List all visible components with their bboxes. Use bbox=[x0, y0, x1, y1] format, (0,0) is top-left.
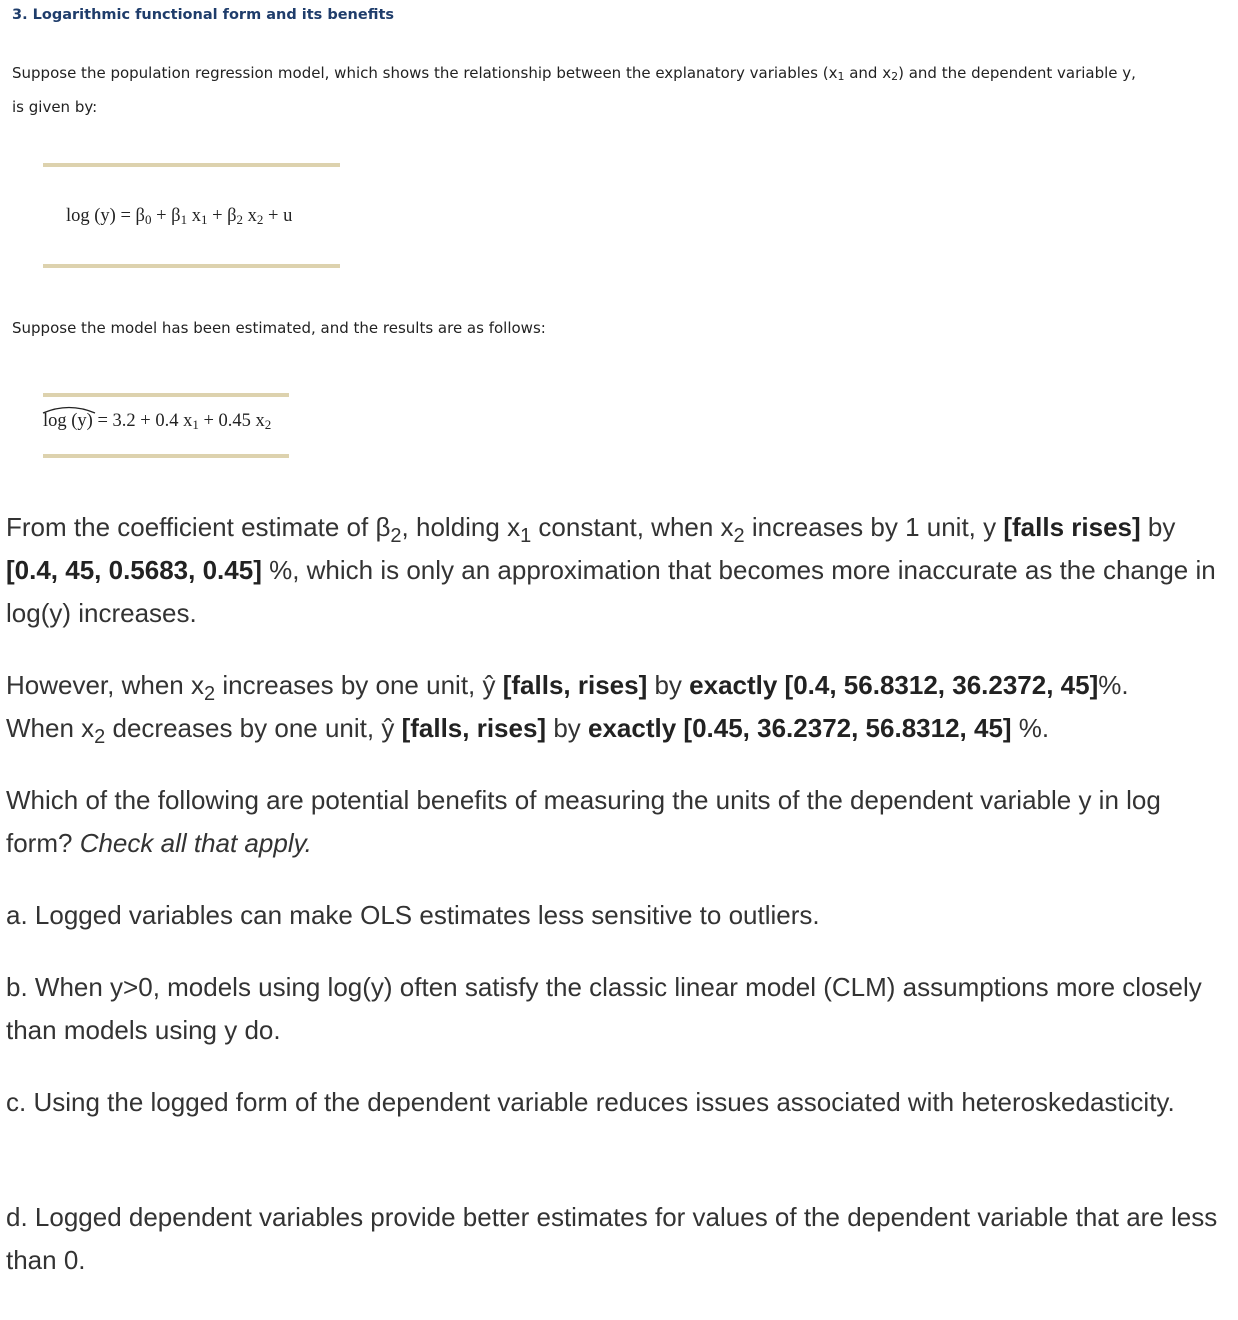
percent-choice-1[interactable]: [0.4, 45, 0.5683, 0.45] bbox=[6, 555, 262, 585]
option-d[interactable]: d. Logged dependent variables provide better estimates for values of the dependent variable that are less than 0. bbox=[6, 1202, 1218, 1275]
direction-choice-3[interactable]: [falls, rises] bbox=[401, 713, 547, 743]
estimation-intro-text: Suppose the model has been estimated, and the results are as follows: bbox=[12, 319, 546, 337]
hat-icon bbox=[42, 404, 96, 414]
option-c[interactable]: c. Using the logged form of the dependent variable reduces issues associated with heteroskedasticity. bbox=[6, 1087, 1175, 1117]
coefficient-interpretation: From the coefficient estimate of $\beta_2$, holding $x_1$ constant, when $x_2$ increases by 1 unit, y [falls rises] by [0.4, 45, 0.5683, 0.45] %, which is only an approximation that becomes more inaccurate as the change in log(y) increases. bbox=[6, 512, 1216, 628]
direction-choice-2[interactable]: [falls, rises] bbox=[502, 670, 648, 700]
question-instruction: Check all that apply. bbox=[79, 828, 312, 858]
estimated-model-equation: log (y) = 3.2 + 0.4 $x_1 + 0.45$ $x_2$ bbox=[43, 411, 271, 433]
option-b[interactable]: b. When y>0, models using log(y) often satisfy the classic linear model (CLM) assumptions more closely than models using y do. bbox=[6, 972, 1202, 1045]
population-model-equation: $\log (y) = \beta_0 + \beta_1$ $x_1 + \beta_2$ $x_2 + u$ bbox=[66, 206, 293, 227]
intro-text: Suppose the population regression model, which shows the relationship between the explanatory variables ($x_1$ and $x_2$) and the dependent variable y, is given by: bbox=[12, 64, 1136, 116]
log-y-hat: log (y) bbox=[43, 411, 93, 432]
option-a[interactable]: a. Logged variables can make OLS estimates less sensitive to outliers. bbox=[6, 900, 820, 930]
estimated-model-box bbox=[43, 393, 289, 458]
direction-choice-1[interactable]: [falls rises] bbox=[1003, 512, 1141, 542]
section-heading: 3. Logarithmic functional form and its benefits bbox=[12, 7, 395, 23]
benefits-question: Which of the following are potential benefits of measuring the units of the dependent variable y in log form? Check all that apply. bbox=[6, 785, 1161, 858]
population-model-box bbox=[43, 163, 340, 268]
exact-percent-choice-1[interactable]: exactly [0.4, 56.8312, 36.2372, 45] bbox=[689, 670, 1099, 700]
exact-percent-choice-2[interactable]: exactly [0.45, 36.2372, 56.8312, 45] bbox=[588, 713, 1012, 743]
exact-change-paragraph: However, when $x_2$ increases by one unit, ŷ [falls, rises] by exactly [0.4, 56.8312, 36.2372, 45]%. When $x_2$ decreases by one unit, ŷ [falls, rises] by exactly [0.45, 36.2372, 56.8312, 45] %. bbox=[6, 670, 1129, 748]
